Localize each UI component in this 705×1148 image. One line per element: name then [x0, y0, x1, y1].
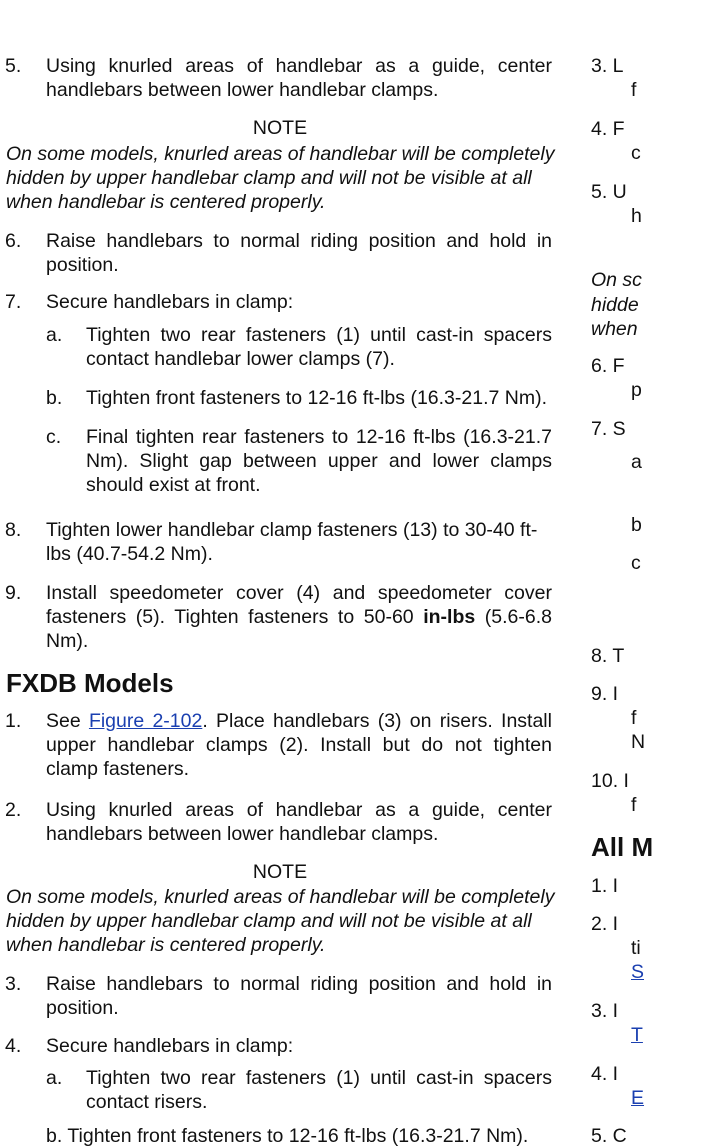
step-number: 7. — [5, 291, 22, 313]
step-number: 5. — [5, 55, 22, 77]
step-text: Raise handlebars to normal riding position and hold in position. — [46, 973, 552, 1019]
step-letter: a. — [46, 324, 63, 346]
figure-link[interactable]: Figure 2-102 — [88, 710, 203, 732]
clipped-link[interactable]: T — [631, 1024, 643, 1046]
clipped-step: 3. L — [591, 55, 624, 77]
note-title: NOTE — [252, 861, 308, 883]
clipped-line: h — [631, 205, 642, 227]
clipped-link[interactable]: S — [631, 961, 645, 983]
clipped-line: ti — [631, 937, 641, 959]
clipped-step: 10. I — [591, 770, 629, 792]
step-number: 4. — [5, 1035, 22, 1057]
clipped-step: 5. U — [591, 181, 627, 203]
clipped-link[interactable]: E — [631, 1087, 645, 1109]
step-text-post: (5.6-6.8 Nm). — [46, 606, 552, 652]
clipped-line: f — [631, 79, 637, 101]
step-number: 2. — [5, 799, 22, 821]
step-number: 1. — [5, 710, 22, 732]
note-body: On some models, knurled areas of handlebar will be completely hidden by upper handlebar clamp and will not be visible at all when handlebar is centered properly. — [6, 143, 555, 213]
step-text: Tighten two rear fasteners (1) until cast-in spacers contact handlebar lower clamps (7). — [86, 324, 552, 370]
step-letter: a. — [46, 1067, 63, 1089]
step-text: Using knurled areas of handlebar as a guide, center handlebars between lower handlebar clamps. — [46, 799, 552, 845]
clipped-note: On sc — [591, 269, 642, 291]
step-number: 3. — [5, 973, 22, 995]
clipped-line: f — [631, 707, 637, 729]
step-text: Tighten front fasteners to 12-16 ft-lbs (16.3-21.7 Nm). — [86, 387, 547, 409]
step-text: Tighten lower handlebar clamp fasteners (13) to 30-40 ft-lbs (40.7-54.2 Nm). — [46, 519, 538, 565]
clipped-step: 4. F — [591, 118, 625, 140]
clipped-step: 6. F — [591, 355, 625, 377]
step-number: 8. — [5, 519, 22, 541]
step-text — [46, 581, 552, 653]
clipped-line: c — [631, 142, 641, 164]
step-text: Final tighten rear fasteners to 12-16 ft-lbs (16.3-21.7 Nm). Slight gap between upper and lower clamps should exist at front. — [86, 426, 552, 496]
step-text: Tighten two rear fasteners (1) until cast-in spacers contact risers. — [86, 1067, 552, 1113]
section-heading: FXDB Models — [6, 668, 174, 698]
clipped-heading: All M — [591, 832, 654, 862]
step-text: Secure handlebars in clamp: — [46, 1035, 294, 1057]
note-title: NOTE — [252, 117, 308, 139]
clipped-note: when — [591, 318, 638, 340]
clipped-step: 9. I — [591, 683, 619, 705]
step-text: Secure handlebars in clamp: — [46, 291, 294, 313]
step-text-post: . Place handlebars (3) on risers. Install upper handlebar clamps (2). Install but do not tighten clamp fasteners. — [46, 710, 552, 780]
step-text: Using knurled areas of handlebar as a guide, center handlebars between lower handlebar clamps. — [46, 55, 552, 101]
clipped-step: 5. C — [591, 1125, 627, 1147]
clipped-note: hidde — [591, 294, 639, 316]
clipped-step: 1. I — [591, 875, 619, 897]
clipped-line: N — [631, 731, 646, 753]
clipped-step: 4. I — [591, 1063, 619, 1085]
clipped-line: p — [631, 379, 642, 401]
clipped-step: 3. I — [591, 1000, 619, 1022]
clipped-step: 8. T — [591, 645, 625, 667]
clipped-line: f — [631, 794, 637, 816]
step-text-pre: See — [46, 710, 89, 732]
step-letter: c. — [46, 426, 62, 448]
step-text — [46, 709, 552, 781]
step-number: 6. — [5, 230, 22, 252]
step-letter: b. — [46, 387, 63, 409]
step-text-pre: Install speedometer cover (4) and speedometer cover fasteners (5). Tighten fasteners to 50-60 — [46, 582, 552, 628]
clipped-step: 7. S — [591, 418, 626, 440]
clipped-line: b — [631, 514, 642, 536]
clipped-line: a — [631, 451, 642, 473]
step-number: 9. — [5, 582, 22, 604]
step-text-bold: in-lbs — [423, 606, 476, 628]
note-body: On some models, knurled areas of handlebar will be completely hidden by upper handlebar clamp and will not be visible at all when handlebar is centered properly. — [6, 886, 555, 956]
clipped-step: 2. I — [591, 913, 619, 935]
fxdb-step-4b-partial: b. Tighten front fasteners to 12-16 ft-lbs (16.3-21.7 Nm). — [46, 1125, 529, 1147]
step-text: Raise handlebars to normal riding position and hold in position. — [46, 230, 552, 276]
clipped-line: c — [631, 552, 641, 574]
